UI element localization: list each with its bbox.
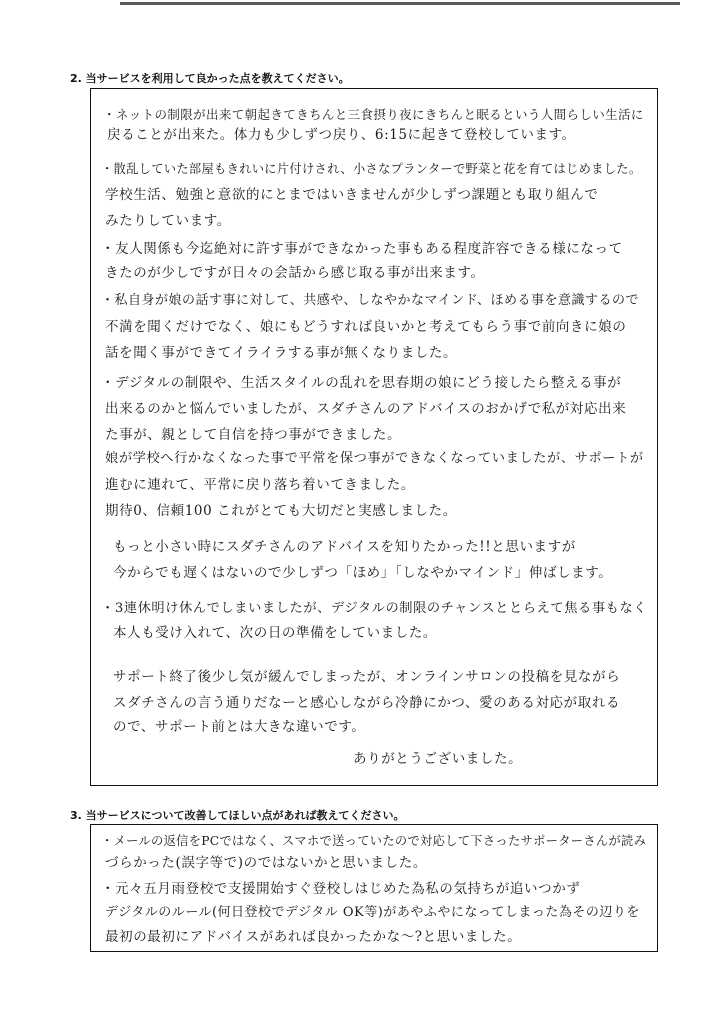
section3-line: づらかった(誤字等で)のではないかと思いました。 xyxy=(105,855,427,871)
section2-line: きたのが少しですが日々の会話から感じ取る事が出来ます。 xyxy=(105,265,485,281)
section2-line: 戻ることが出来た。体力も少しずつ戻り、6:15に起きて登校しています。 xyxy=(107,127,576,143)
section2-line: ・3連休明け休んでしまいましたが、デジタルの制限のチャンスととらえて焦る事もなく xyxy=(101,601,648,616)
section2-line: ・友人関係も今迄絶対に許す事ができなかった事もある程度許容できる様になって xyxy=(101,241,623,257)
section2-line: 進むに連れて、平常に戻り落ち着いてきました。 xyxy=(105,477,415,493)
section2-line: 話を聞く事ができてイライラする事が無くなりました。 xyxy=(105,345,458,361)
section2-line: ・散乱していた部屋もきれいに片付けされ、小さなプランターで野菜と花を育てはじめました。 xyxy=(101,162,642,176)
section3-answer-box xyxy=(90,824,658,952)
section3-line: ・メールの返信をPCではなく、スマホで送っていたので対応して下さったサポーターさんが読み xyxy=(101,834,647,848)
section2-line: 本人も受け入れて、次の日の準備をしていました。 xyxy=(113,625,438,641)
section2-answer-box xyxy=(90,88,658,786)
section2-line: 期待0、信頼100 これがとても大切だと実感しました。 xyxy=(105,503,457,519)
section3-line: 最初の最初にアドバイスがあれば良かったかな〜?と思いました。 xyxy=(105,929,522,945)
section2-line: サポート終了後少し気が緩んでしまったが、オンラインサロンの投稿を見ながら xyxy=(113,669,621,685)
section3-line: ・元々五月雨登校で支援開始すぐ登校しはじめた為私の気持ちが追いつかず xyxy=(101,881,581,897)
section2-line: 学校生活、勉強と意欲的にとまではいきませんが少しずつ課題とも取り組んで xyxy=(105,187,599,203)
section3-heading: 3. 当サービスについて改善してほしい点があれば教えてください。 xyxy=(70,809,405,822)
section2-line: ・私自身が娘の話す事に対して、共感や、しなやかなマインド、ほめる事を意識するので xyxy=(101,293,640,308)
section2-line: 不満を聞くだけでなく、娘にもどうすれば良いかと考えてもらう事で前向きに娘の xyxy=(105,319,627,335)
section2-line: 出来るのかと悩んでいましたが、スダチさんのアドバイスのおかげで私が対応出来 xyxy=(105,401,627,417)
section2-line: もっと小さい時にスダチさんのアドバイスを知りたかった!!と思いますが xyxy=(113,539,576,555)
scan-edge-mark xyxy=(120,2,680,5)
section2-line: た事が、親として自信を持つ事ができました。 xyxy=(105,427,402,443)
section2-closing: ありがとうございました。 xyxy=(353,751,523,767)
section2-line: ・ネットの制限が出来て朝起きてきちんと三食摂り夜にきちんと眠るという人間らしい生活に xyxy=(103,107,644,122)
section2-line: ・デジタルの制限や、生活スタイルの乱れを思春期の娘にどう接したら整える事が xyxy=(101,375,622,391)
section2-line: ので、サポート前とは大きな違いです。 xyxy=(113,719,366,735)
section3-line: デジタルのルール(何日登校でデジタル OK等)があやふやになってしまった為その辺りを xyxy=(105,905,640,920)
section2-line: スダチさんの言う通りだなーと感心しながら冷静にかつ、愛のある対応が取れる xyxy=(113,695,621,711)
section2-line: 娘が学校へ行かなくなった事で平常を保つ事ができなくなっていましたが、サポートが xyxy=(105,451,644,466)
section2-line: みたりしています。 xyxy=(105,213,231,229)
section2-heading: 2. 当サービスを利用して良かった点を教えてください。 xyxy=(70,72,350,85)
section2-line: 今からでも遅くはないので少しずつ「ほめ」「しなやかマインド」伸ばします。 xyxy=(113,565,613,581)
